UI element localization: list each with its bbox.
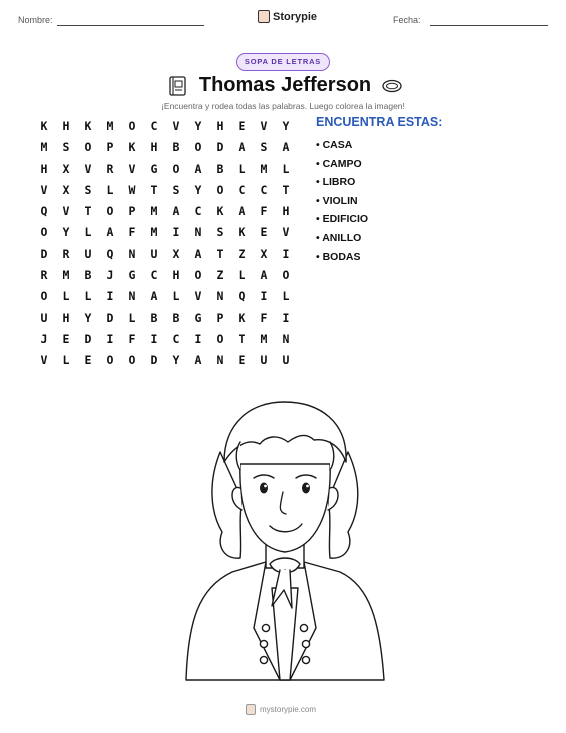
grid-letter[interactable]: O <box>106 353 114 368</box>
grid-letter[interactable]: T <box>238 331 246 346</box>
grid-row <box>33 350 298 371</box>
grid-letter[interactable]: M <box>40 140 48 155</box>
grid-letter[interactable]: H <box>62 119 70 133</box>
word-list-item: • CAMPO <box>316 157 362 170</box>
grid-row <box>33 329 298 350</box>
grid-letter[interactable]: E <box>238 119 246 133</box>
word-list <box>316 136 368 266</box>
grid-letter[interactable]: L <box>282 161 290 176</box>
grid-letter[interactable]: Y <box>282 119 290 133</box>
thomas-jefferson-illustration <box>180 392 390 682</box>
grid-letter[interactable]: C <box>150 119 158 133</box>
grid-row <box>33 308 298 329</box>
grid-row <box>33 116 298 137</box>
grid-letter[interactable]: L <box>84 289 92 304</box>
book-icon <box>167 75 189 97</box>
grid-letter[interactable]: C <box>238 182 246 197</box>
grid-letter[interactable]: X <box>62 161 70 176</box>
word-list-item: • BODAS <box>316 250 361 263</box>
grid-letter[interactable]: H <box>216 119 224 133</box>
grid-letter[interactable]: P <box>216 310 224 325</box>
date-field-line[interactable] <box>430 25 548 26</box>
grid-letter[interactable]: U <box>150 246 158 261</box>
grid-letter[interactable]: H <box>282 204 290 219</box>
grid-letter[interactable]: H <box>62 310 70 325</box>
grid-letter[interactable]: Z <box>238 246 246 261</box>
grid-letter[interactable]: I <box>106 331 114 346</box>
grid-letter[interactable]: D <box>150 353 158 368</box>
grid-letter[interactable]: I <box>172 225 180 240</box>
grid-letter[interactable]: R <box>106 161 114 176</box>
grid-letter[interactable]: V <box>282 225 290 240</box>
grid-letter[interactable]: O <box>40 225 48 240</box>
name-field-line[interactable] <box>57 25 204 26</box>
grid-letter[interactable]: S <box>172 182 180 197</box>
grid-row <box>33 159 298 180</box>
grid-letter[interactable]: H <box>172 268 180 283</box>
grid-letter[interactable]: Y <box>194 119 202 133</box>
grid-letter[interactable]: O <box>40 289 48 304</box>
grid-letter[interactable]: A <box>260 268 268 283</box>
grid-letter[interactable]: N <box>128 246 136 261</box>
grid-row <box>33 137 298 158</box>
grid-letter[interactable]: Y <box>62 225 70 240</box>
grid-letter[interactable]: G <box>150 161 158 176</box>
grid-letter[interactable]: P <box>106 140 114 155</box>
grid-letter[interactable]: E <box>84 353 92 368</box>
grid-letter[interactable]: B <box>216 161 224 176</box>
grid-letter[interactable]: P <box>128 204 136 219</box>
grid-letter[interactable]: O <box>172 161 180 176</box>
grid-letter[interactable]: D <box>84 331 92 346</box>
grid-letter[interactable]: D <box>106 310 114 325</box>
grid-letter[interactable]: N <box>216 353 224 368</box>
grid-letter[interactable]: I <box>194 331 202 346</box>
grid-letter[interactable]: A <box>238 140 246 155</box>
grid-letter[interactable]: O <box>282 268 290 283</box>
grid-row <box>33 201 298 222</box>
grid-letter[interactable]: Y <box>84 310 92 325</box>
grid-letter[interactable]: B <box>84 268 92 283</box>
grid-letter[interactable]: Z <box>216 268 224 283</box>
grid-letter[interactable]: L <box>62 353 70 368</box>
grid-letter[interactable]: R <box>40 268 48 283</box>
grid-letter[interactable]: A <box>238 204 246 219</box>
grid-letter[interactable]: O <box>194 268 202 283</box>
grid-letter[interactable]: I <box>260 289 268 304</box>
grid-letter[interactable]: I <box>150 331 158 346</box>
grid-letter[interactable]: J <box>106 268 114 283</box>
grid-letter[interactable]: A <box>150 289 158 304</box>
grid-letter[interactable]: M <box>260 161 268 176</box>
grid-letter[interactable]: T <box>216 246 224 261</box>
grid-letter[interactable]: Y <box>194 182 202 197</box>
grid-letter[interactable]: M <box>150 204 158 219</box>
grid-letter[interactable]: D <box>216 140 224 155</box>
grid-letter[interactable]: V <box>128 161 136 176</box>
grid-letter[interactable]: U <box>260 353 268 368</box>
grid-letter[interactable]: X <box>260 246 268 261</box>
grid-letter[interactable]: D <box>40 246 48 261</box>
grid-letter[interactable]: K <box>216 204 224 219</box>
grid-letter[interactable]: X <box>62 182 70 197</box>
logo-text: Storypie <box>273 10 318 23</box>
grid-letter[interactable]: L <box>238 268 246 283</box>
grid-letter[interactable]: V <box>194 289 202 304</box>
grid-letter[interactable]: O <box>106 204 114 219</box>
grid-letter[interactable]: L <box>128 310 136 325</box>
grid-letter[interactable]: C <box>172 331 180 346</box>
grid-row <box>33 286 298 307</box>
grid-letter[interactable]: A <box>194 353 202 368</box>
word-list-item: • CASA <box>316 139 353 151</box>
grid-letter[interactable]: F <box>260 204 268 219</box>
grid-letter[interactable]: O <box>128 119 136 133</box>
grid-letter[interactable]: B <box>172 310 180 325</box>
grid-letter[interactable]: M <box>150 225 158 240</box>
grid-letter[interactable]: N <box>194 225 202 240</box>
storypie-footer-icon <box>246 704 256 715</box>
grid-letter[interactable]: A <box>194 246 202 261</box>
grid-letter[interactable]: G <box>128 268 136 283</box>
grid-letter[interactable]: O <box>216 331 224 346</box>
grid-letter[interactable]: B <box>172 140 180 155</box>
grid-letter[interactable]: W <box>128 182 136 197</box>
grid-letter[interactable]: I <box>282 310 290 325</box>
grid-letter[interactable]: T <box>282 182 290 197</box>
word-list-item: • VIOLIN <box>316 194 358 207</box>
grid-letter[interactable]: T <box>84 204 92 219</box>
grid-letter[interactable]: N <box>216 289 224 304</box>
grid-letter[interactable]: M <box>106 119 114 133</box>
grid-letter[interactable]: M <box>62 268 70 283</box>
grid-letter[interactable]: H <box>150 140 158 155</box>
grid-letter[interactable]: K <box>40 119 48 133</box>
activity-badge: SOPA DE LETRAS <box>236 53 330 71</box>
grid-letter[interactable]: M <box>260 331 268 346</box>
grid-letter[interactable]: A <box>106 225 114 240</box>
date-label: Fecha: <box>393 15 421 25</box>
grid-letter[interactable]: L <box>106 182 114 197</box>
title-row <box>140 74 430 97</box>
grid-letter[interactable]: C <box>194 204 202 219</box>
word-list-title: ENCUENTRA ESTAS: <box>316 115 443 129</box>
grid-letter[interactable]: V <box>40 182 48 197</box>
word-list-item: • LIBRO <box>316 176 356 189</box>
storypie-logo-icon <box>258 10 270 23</box>
grid-letter[interactable]: B <box>150 310 158 325</box>
grid-letter[interactable]: V <box>172 119 180 133</box>
grid-letter[interactable]: C <box>260 182 268 197</box>
word-list-item: • ANILLO <box>316 231 362 244</box>
grid-letter[interactable]: L <box>282 289 290 304</box>
grid-letter[interactable]: F <box>128 225 136 240</box>
grid-letter[interactable]: T <box>150 182 158 197</box>
grid-letter[interactable]: F <box>128 331 136 346</box>
grid-letter[interactable]: X <box>172 246 180 261</box>
grid-letter[interactable]: A <box>282 140 290 155</box>
grid-letter[interactable]: I <box>282 246 290 261</box>
grid-letter[interactable]: C <box>150 268 158 283</box>
grid-letter[interactable]: L <box>62 289 70 304</box>
grid-letter[interactable]: V <box>260 119 268 133</box>
page-title: Thomas Jefferson <box>198 74 372 96</box>
grid-letter[interactable]: U <box>282 353 290 368</box>
grid-letter[interactable]: N <box>128 289 136 304</box>
grid-letter[interactable]: O <box>216 182 224 197</box>
grid-letter[interactable]: Q <box>238 289 246 304</box>
grid-letter[interactable]: Q <box>40 204 48 219</box>
footer-url[interactable]: mystorypie.com <box>260 705 317 714</box>
grid-letter[interactable]: K <box>128 140 136 155</box>
grid-letter[interactable]: U <box>84 246 92 261</box>
grid-letter[interactable]: O <box>194 140 202 155</box>
grid-row <box>33 244 298 265</box>
grid-row <box>33 180 298 201</box>
grid-letter[interactable]: G <box>194 310 202 325</box>
grid-letter[interactable]: S <box>260 140 268 155</box>
grid-letter[interactable]: A <box>172 204 180 219</box>
grid-letter[interactable]: O <box>84 140 92 155</box>
grid-letter[interactable]: V <box>62 204 70 219</box>
word-list-item: • EDIFICIO <box>316 213 369 226</box>
grid-letter[interactable]: U <box>40 310 48 325</box>
grid-letter[interactable]: S <box>62 140 70 155</box>
grid-letter[interactable]: L <box>84 225 92 240</box>
word-search-grid[interactable] <box>33 116 298 372</box>
grid-letter[interactable]: V <box>40 353 48 368</box>
grid-row <box>33 222 298 243</box>
grid-letter[interactable]: V <box>84 161 92 176</box>
instructions: ¡Encuentra y rodea todas las palabras. Luego colorea la imagen! <box>161 101 405 111</box>
grid-letter[interactable]: K <box>238 310 246 325</box>
grid-row <box>33 265 298 286</box>
grid-letter[interactable]: L <box>172 289 180 304</box>
storypie-logo <box>258 10 317 23</box>
grid-letter[interactable]: O <box>128 353 136 368</box>
grid-letter[interactable]: J <box>40 331 48 346</box>
grid-letter[interactable]: E <box>238 353 246 368</box>
grid-letter[interactable]: Y <box>172 353 180 368</box>
grid-letter[interactable]: K <box>238 225 246 240</box>
footer <box>246 704 316 715</box>
grid-letter[interactable]: I <box>106 289 114 304</box>
grid-letter[interactable]: Q <box>106 246 114 261</box>
ring-icon <box>381 78 403 94</box>
grid-letter[interactable]: N <box>282 331 290 346</box>
name-label: Nombre: <box>18 15 53 25</box>
grid-letter[interactable]: E <box>260 225 268 240</box>
grid-letter[interactable]: F <box>260 310 268 325</box>
grid-letter[interactable]: S <box>216 225 224 240</box>
grid-letter[interactable]: A <box>194 161 202 176</box>
grid-letter[interactable]: R <box>62 246 70 261</box>
grid-letter[interactable]: S <box>84 182 92 197</box>
grid-letter[interactable]: K <box>84 119 92 133</box>
grid-letter[interactable]: E <box>62 331 70 346</box>
grid-letter[interactable]: H <box>40 161 48 176</box>
grid-letter[interactable]: L <box>238 161 246 176</box>
